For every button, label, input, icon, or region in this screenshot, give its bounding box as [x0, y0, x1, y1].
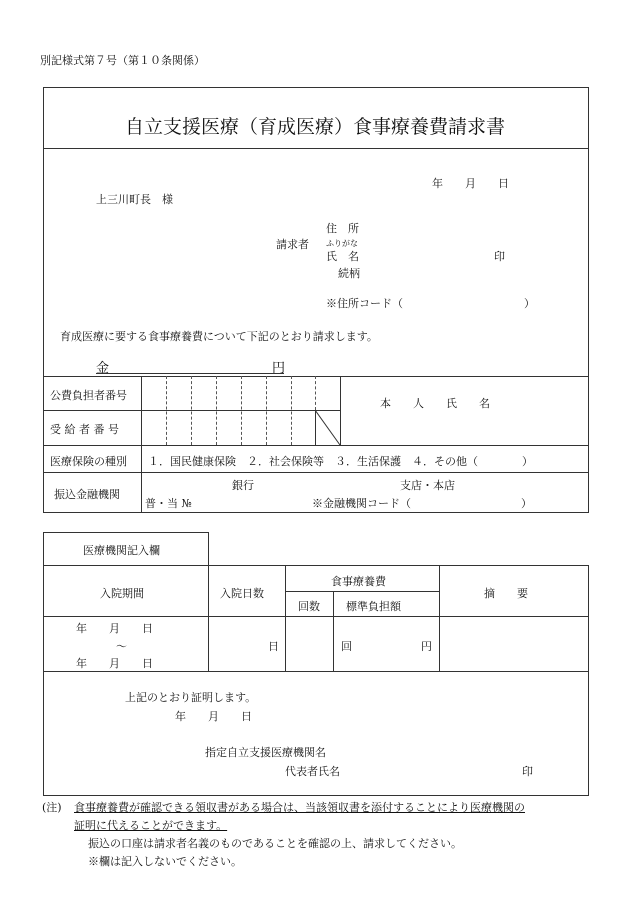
branch-suffix: 支店・本店: [400, 479, 455, 492]
insurance-type-label: 医療保険の種別: [50, 455, 127, 468]
claim-date: 年 月 日: [432, 177, 509, 190]
payer-number-label: 公費負担者番号: [50, 389, 127, 402]
days-header: 入院日数: [220, 587, 264, 600]
remarks-header: 摘 要: [484, 587, 528, 600]
divider: [141, 376, 142, 513]
address-code: ※住所コード（ ）: [326, 297, 535, 310]
divider: [43, 472, 589, 473]
amount-field[interactable]: [96, 373, 284, 374]
standard-header: 標準負担額: [346, 600, 401, 613]
account-type: 普・当 №: [145, 497, 192, 510]
period-separator: ～: [116, 640, 127, 653]
divider: [43, 616, 589, 617]
count-header: 回数: [298, 600, 320, 613]
yen-unit: 円: [421, 640, 432, 653]
medical-tab-label: 医療機関記入欄: [83, 544, 160, 557]
certify-text: 上記のとおり証明します。: [125, 691, 257, 704]
days-unit: 日: [268, 640, 279, 653]
period-end: 年 月 日: [76, 657, 153, 670]
name-label: 氏 名: [326, 250, 359, 263]
notes-label: (注): [42, 801, 62, 814]
person-name-header: 本 人 氏 名: [380, 397, 490, 410]
note-line-3: 振込の口座は請求者名義のものであることを確認の上、請求してください。: [88, 837, 462, 850]
bank-label: 振込金融機関: [54, 488, 120, 501]
recipient-number-label: 受 給 者 番 号: [50, 423, 119, 436]
addressee: 上三川町長 様: [96, 193, 173, 206]
bank-suffix: 銀行: [232, 479, 254, 492]
period-start: 年 月 日: [76, 622, 153, 635]
form-number: 別記様式第７号（第１０条関係）: [40, 54, 205, 67]
representative-label: 代表者氏名: [285, 765, 340, 778]
furigana-label: ふりがな: [326, 239, 358, 248]
note-line-2: 証明に代えることができます。: [74, 819, 228, 832]
divider: [208, 565, 209, 671]
relationship-label: 続柄: [338, 267, 360, 280]
claim-statement: 育成医療に要する食事療養費について下記のとおり請求します。: [60, 330, 378, 343]
note-line-4: ※欄は記入しないでください。: [88, 855, 242, 868]
blank-slash: [315, 410, 341, 445]
divider: [285, 565, 286, 671]
divider: [439, 565, 440, 671]
claimant-label: 請求者: [276, 238, 309, 251]
divider: [43, 148, 589, 149]
amount-prefix: 金: [96, 361, 110, 376]
note-line-1: 食事療養費が確認できる領収書がある場合は、当該領収書を添付することにより医療機関の: [74, 801, 525, 814]
divider: [333, 591, 334, 671]
institution-seal: 印: [522, 765, 533, 778]
certify-date: 年 月 日: [175, 710, 252, 723]
divider: [43, 376, 589, 377]
amount-suffix: 円: [272, 361, 286, 376]
address-label: 住 所: [326, 222, 359, 235]
insurance-options: １．国民健康保険 ２．社会保険等 ３．生活保護 ４．その他（ ）: [148, 455, 533, 468]
divider: [43, 445, 589, 446]
institution-name-label: 指定自立支援医療機関名: [205, 746, 326, 759]
seal-mark: 印: [494, 250, 505, 263]
form-title: 自立支援医療（育成医療）食事療養費請求書: [124, 116, 505, 138]
divider: [285, 591, 439, 592]
bank-code: ※金融機関コード（ ）: [312, 497, 532, 510]
meal-header: 食事療養費: [331, 575, 386, 588]
period-header: 入院期間: [100, 587, 144, 600]
divider: [43, 671, 589, 672]
divider: [315, 410, 316, 445]
count-unit: 回: [341, 640, 352, 653]
